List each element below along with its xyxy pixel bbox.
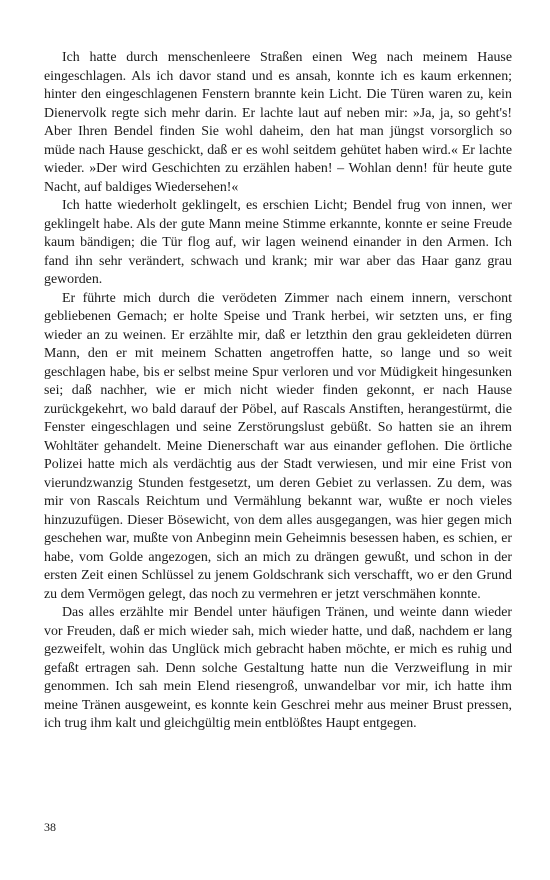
paragraph-1: Ich hatte durch menschenleere Straßen einen Weg nach meinem Hause eingeschlagen. Als ich davor stand und es ansah, konnte ich es kaum erkennen; hinter den eingeschlagenen Fenstern brannte kein Licht. Die Türen waren zu, kein Dienervolk regte sich mehr darin. Er lachte laut auf neben mir: »Ja, ja, so geht's! Aber Ihren Bendel finden Sie wohl daheim, den hat man jüngst vorsorglich so müde nach Hause geschickt, daß er es wohl seitdem gehütet haben wird.« Er lachte wieder. »Der wird Geschichten zu erzählen haben! – Wohlan denn! für heute gute Nacht, auf baldiges Wiedersehen!« — [44, 50, 512, 195]
paragraph-3: Er führte mich durch die verödeten Zimmer nach einem innern, verschont gebliebenen Gemach; er holte Speise und Trank herbei, wir setzten uns, er fing wieder an zu weinen. Er erzählte mir, daß er letzthin den grau gekleideten dürren Mann, den er mit meinem Schatten angetroffen hatte, so lange und so weit geschlagen habe, bis er selbst meine Spur verloren und vor Müdigkeit hingesunken sei; daß nachher, wie er mich nicht wieder finden gekonnt, er nach Hause zurückgekehrt, wo bald darauf der Pöbel, auf Rascals Anstiften, herangestürmt, die Fenster eingeschlagen und seine Zerstörungslust gebüßt. So hatten sie an ihrem Wohltäter gehandelt. Meine Dienerschaft war aus einander geflohen. Die örtliche Polizei hatte mich als verdächtig aus der Stadt verwiesen, und mir eine Frist von vierundzwanzig Stunden festgesetzt, um deren Gebiet zu verlassen. Zu dem, was mir von Rascals Reichtum und Vermählung bekannt war, wußte er noch vieles hinzuzufügen. Dieser Bösewicht, von dem alles ausgegangen, was hier gegen mich geschehen war, mußte von Anbeginn mein Geheimnis besessen haben, es schien, er habe, vom Golde angezogen, sich an mich zu drängen gewußt, und schon in der ersten Zeit einen Schlüssel zu jenem Goldschrank sich verschafft, wo er den Grund zu dem Vermögen gelegt, das noch zu vermehren er jetzt verschmähen konnte. — [44, 290, 512, 602]
body-text — [44, 49, 512, 734]
paragraph-2: Ich hatte wiederholt geklingelt, es erschien Licht; Bendel frug von innen, wer geklingelt habe. Als der gute Mann meine Stimme erkannte, konnte er seine Freude kaum bändigen; die Tür flog auf, wir lagen weinend einander in den Armen. Ich fand ihn sehr verändert, schwach und krank; mir war aber das Haar ganz grau geworden. — [44, 198, 512, 287]
page-number: 38 — [44, 820, 56, 834]
paragraph-4: Das alles erzählte mir Bendel unter häufigen Tränen, und weinte dann wieder vor Freuden, daß er mich wieder sah, mich wieder hatte, und daß, nachdem er lang gezweifelt, wohin das Unglück mich gebracht haben möchte, er mich es ruhig und gefaßt ertragen sah. Denn solche Gestaltung hatte nun die Verzweiflung in mir genommen. Ich sah mein Elend riesengroß, unwandelbar vor mir, ich hatte ihm meine Tränen ausgeweint, es konnte kein Geschrei mehr aus meiner Brust pressen, ich trug ihm kalt und gleichgültig mein entblößtes Haupt entgegen. — [44, 605, 512, 731]
